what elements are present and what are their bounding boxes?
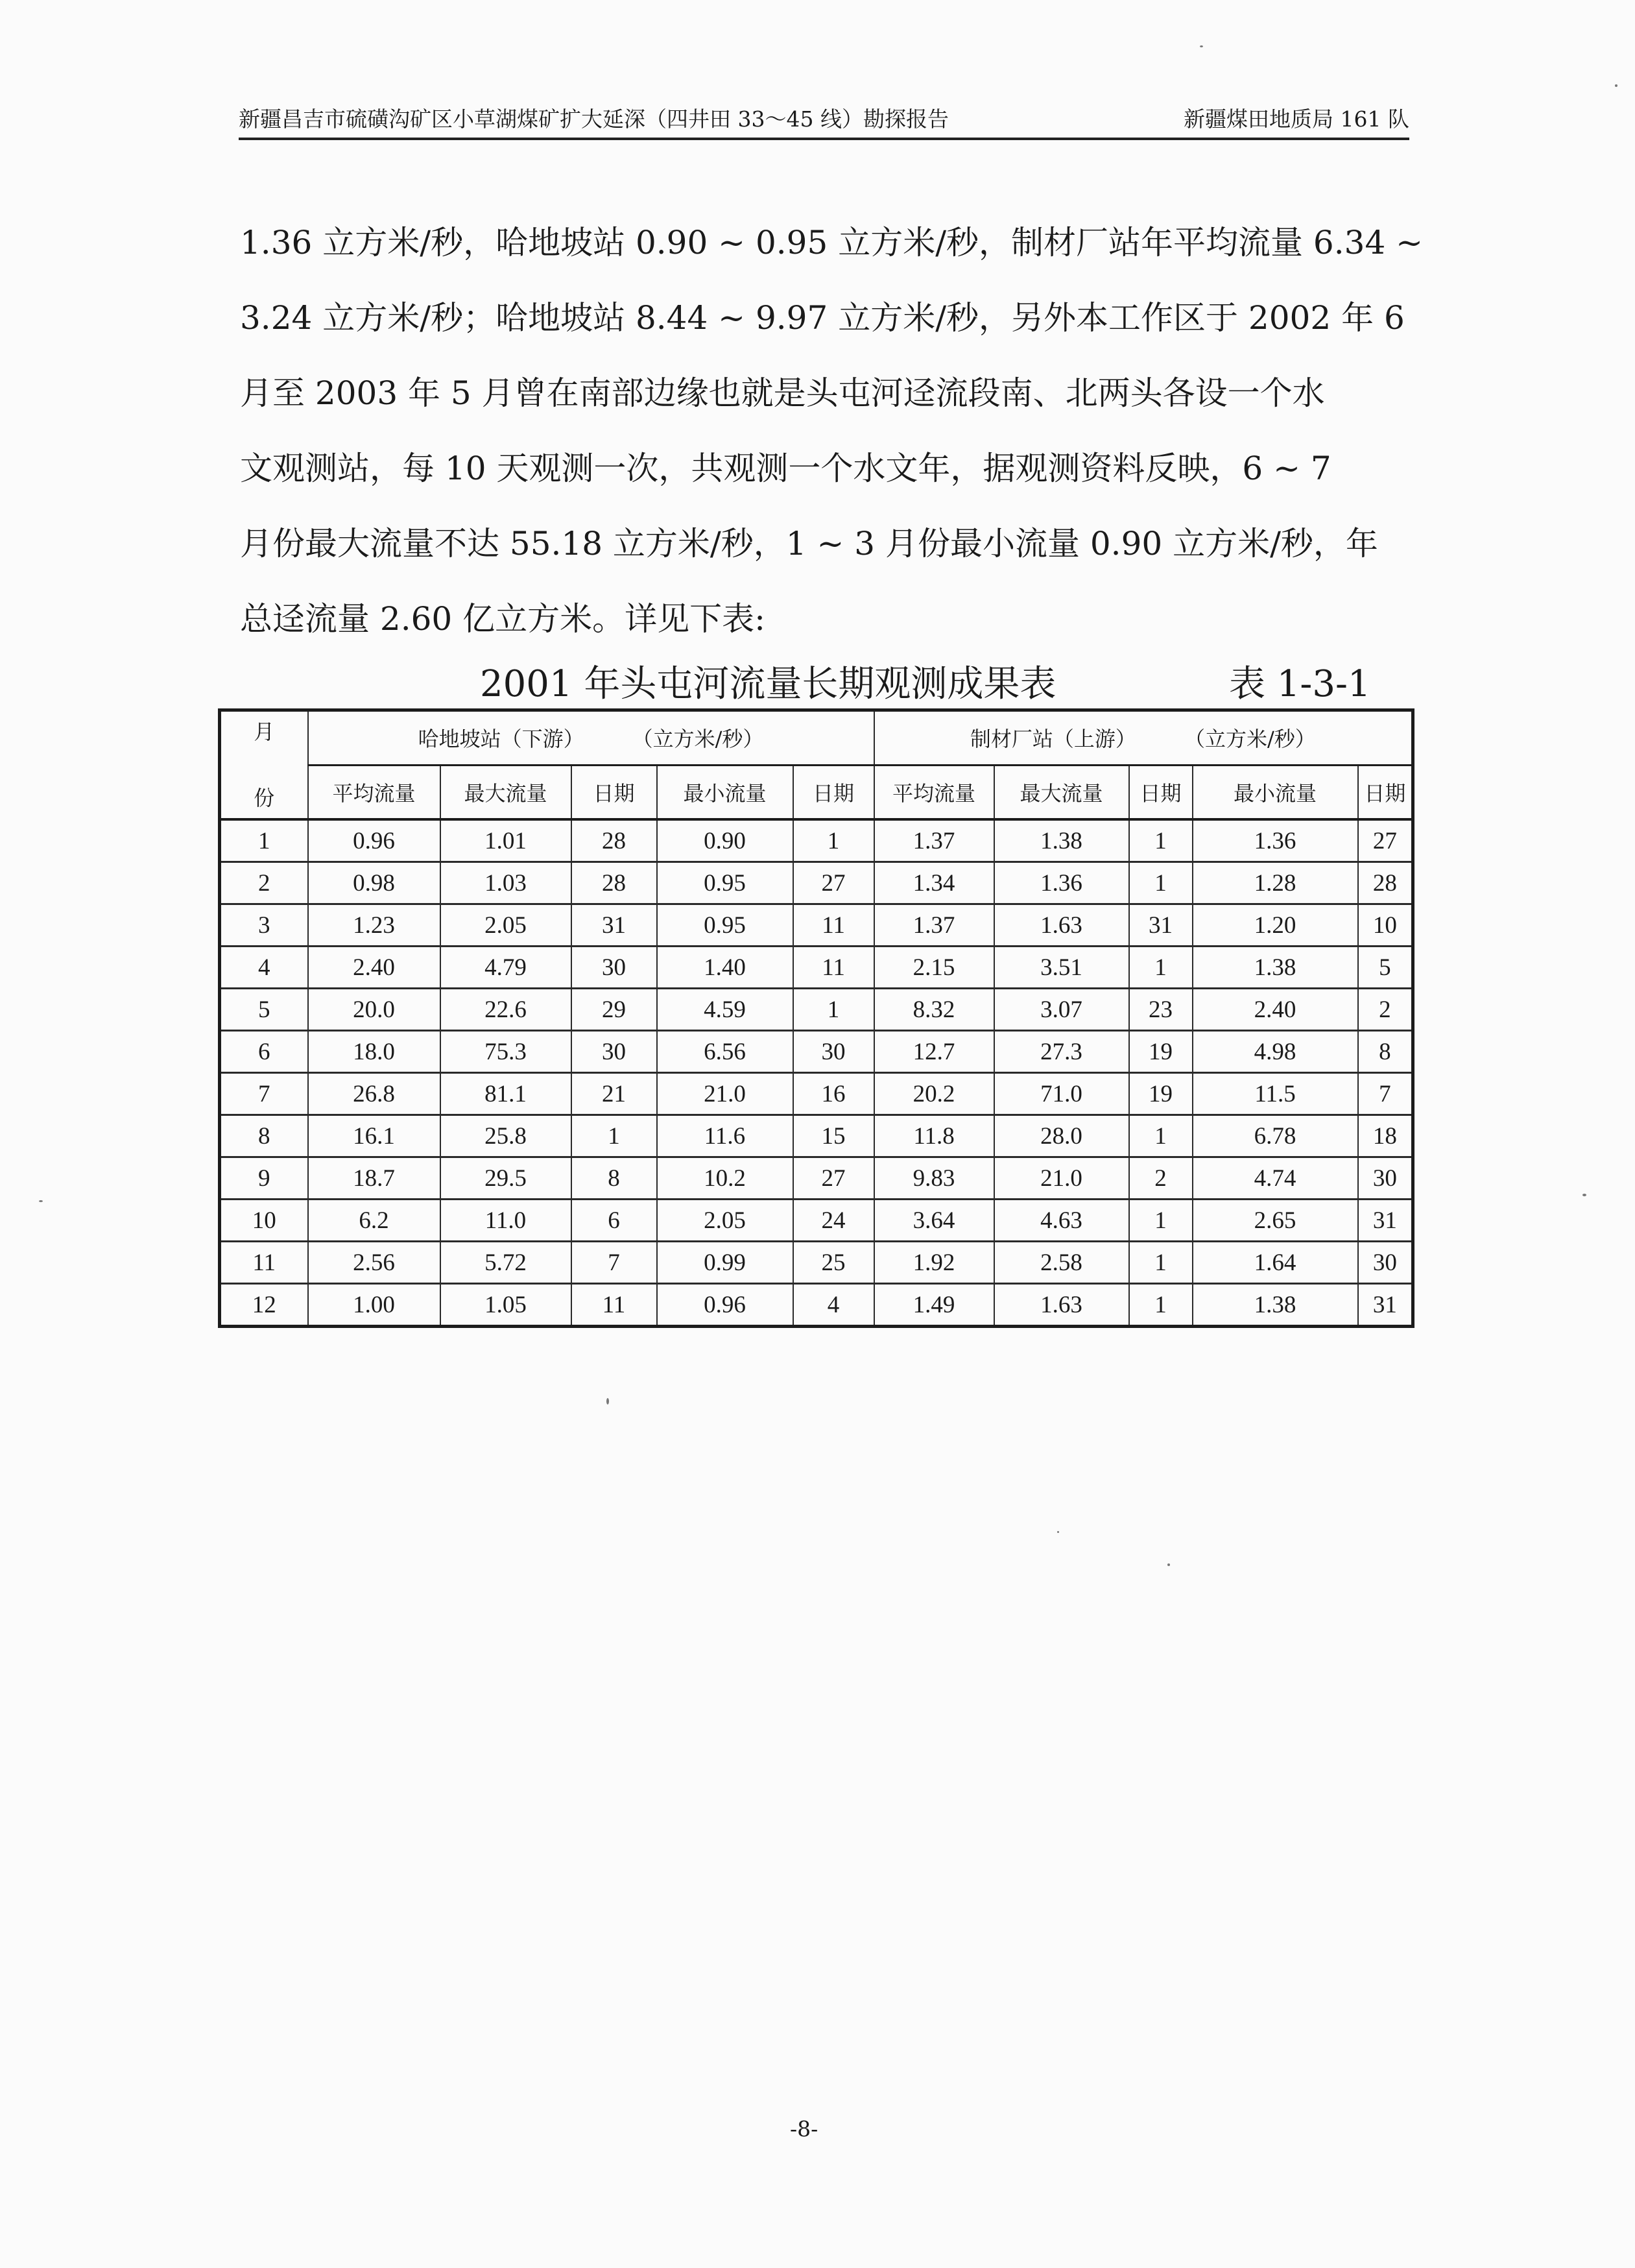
value-cell: 0.90: [657, 819, 793, 862]
col-header-avg-flow: 平均流量: [874, 765, 994, 819]
col-header-avg-flow: 平均流量: [308, 765, 440, 819]
value-cell: 1.63: [994, 904, 1129, 947]
value-cell: 1.00: [308, 1284, 440, 1327]
value-cell: 0.96: [308, 819, 440, 862]
value-cell: 6.2: [308, 1200, 440, 1242]
scan-speck: [39, 1200, 43, 1202]
scan-speck: [1200, 45, 1203, 47]
value-cell: 18: [1358, 1115, 1413, 1157]
value-cell: 30: [1358, 1242, 1413, 1284]
value-cell: 1.36: [994, 862, 1129, 904]
value-cell: 0.95: [657, 862, 793, 904]
value-cell: 0.95: [657, 904, 793, 947]
station-name: 制材厂站（上游）: [970, 727, 1136, 752]
month-cell: 1: [220, 819, 308, 862]
table-header-row-2: [220, 765, 1413, 819]
value-cell: 31: [1358, 1200, 1413, 1242]
station-header-zhicaichang: [874, 710, 1413, 766]
scan-speck: [1582, 1194, 1586, 1196]
value-cell: 6.78: [1193, 1115, 1358, 1157]
value-cell: 11.5: [1193, 1073, 1358, 1115]
value-cell: 30: [571, 1031, 657, 1073]
table-row: [220, 947, 1413, 989]
value-cell: 30: [571, 947, 657, 989]
value-cell: 1.36: [1193, 819, 1358, 862]
station-unit: （立方米/秒）: [642, 727, 764, 752]
value-cell: 26.8: [308, 1073, 440, 1115]
month-cell: 9: [220, 1157, 308, 1200]
value-cell: 1.38: [1193, 947, 1358, 989]
month-header-top: 月: [254, 719, 275, 744]
value-cell: 1: [1129, 947, 1193, 989]
value-cell: 19: [1129, 1073, 1193, 1115]
value-cell: 6: [571, 1200, 657, 1242]
scan-speck: [1057, 1531, 1059, 1533]
value-cell: 71.0: [994, 1073, 1129, 1115]
table-row: [220, 904, 1413, 947]
value-cell: 28: [571, 862, 657, 904]
value-cell: 1.01: [440, 819, 571, 862]
value-cell: 4.98: [1193, 1031, 1358, 1073]
value-cell: 11.6: [657, 1115, 793, 1157]
month-cell: 7: [220, 1073, 308, 1115]
value-cell: 3.51: [994, 947, 1129, 989]
month-cell: 5: [220, 989, 308, 1031]
month-cell: 2: [220, 862, 308, 904]
col-header-max-flow: 最大流量: [994, 765, 1129, 819]
scan-speck: [1167, 1563, 1170, 1566]
value-cell: 24: [793, 1200, 874, 1242]
station-name: 哈地坡站（下游）: [418, 727, 584, 752]
value-cell: 2.65: [1193, 1200, 1358, 1242]
value-cell: 1.23: [308, 904, 440, 947]
value-cell: 11.0: [440, 1200, 571, 1242]
table-row: [220, 1242, 1413, 1284]
station-unit: （立方米/秒）: [1194, 727, 1316, 752]
station-header-hadipo: [308, 710, 874, 766]
month-cell: 3: [220, 904, 308, 947]
flow-observation-table: [218, 708, 1414, 1328]
value-cell: 1: [793, 989, 874, 1031]
value-cell: 4.59: [657, 989, 793, 1031]
table-body: [220, 819, 1413, 1327]
month-cell: 12: [220, 1284, 308, 1327]
value-cell: 3.64: [874, 1200, 994, 1242]
table-header-row-1: [220, 710, 1413, 766]
value-cell: 21.0: [657, 1073, 793, 1115]
value-cell: 1.38: [1193, 1284, 1358, 1327]
value-cell: 16: [793, 1073, 874, 1115]
table-row: [220, 1031, 1413, 1073]
scan-speck: [1615, 84, 1617, 87]
value-cell: 1.38: [994, 819, 1129, 862]
value-cell: 30: [793, 1031, 874, 1073]
value-cell: 1: [1129, 1200, 1193, 1242]
value-cell: 23: [1129, 989, 1193, 1031]
value-cell: 18.7: [308, 1157, 440, 1200]
value-cell: 28.0: [994, 1115, 1129, 1157]
value-cell: 0.99: [657, 1242, 793, 1284]
value-cell: 2.40: [308, 947, 440, 989]
value-cell: 11: [571, 1284, 657, 1327]
running-header: [239, 97, 1409, 140]
value-cell: 21: [571, 1073, 657, 1115]
report-title-header: 新疆昌吉市硫磺沟矿区小草湖煤矿扩大延深（四井田 33～45 线）勘探报告: [239, 106, 949, 132]
value-cell: 11.8: [874, 1115, 994, 1157]
value-cell: 27: [793, 862, 874, 904]
value-cell: 1.34: [874, 862, 994, 904]
page-number: -8-: [790, 2116, 818, 2141]
value-cell: 31: [1358, 1284, 1413, 1327]
value-cell: 1.03: [440, 862, 571, 904]
value-cell: 21.0: [994, 1157, 1129, 1200]
value-cell: 1: [1129, 819, 1193, 862]
value-cell: 1.92: [874, 1242, 994, 1284]
month-cell: 10: [220, 1200, 308, 1242]
paragraph-line: 3.24 立方米/秒；哈地坡站 8.44 ~ 9.97 立方米/秒，另外本工作区于 2002 年 6: [240, 299, 1405, 337]
table-row: [220, 1115, 1413, 1157]
month-header-bottom: 份: [254, 786, 275, 810]
value-cell: 19: [1129, 1031, 1193, 1073]
value-cell: 2: [1129, 1157, 1193, 1200]
month-cell: 6: [220, 1031, 308, 1073]
value-cell: 1: [793, 819, 874, 862]
value-cell: 11: [793, 947, 874, 989]
table-row: [220, 1073, 1413, 1115]
value-cell: 1: [571, 1115, 657, 1157]
value-cell: 25: [793, 1242, 874, 1284]
col-header-min-flow: 最小流量: [1193, 765, 1358, 819]
value-cell: 1.63: [994, 1284, 1129, 1327]
value-cell: 2: [1358, 989, 1413, 1031]
value-cell: 1.37: [874, 819, 994, 862]
value-cell: 1: [1129, 1242, 1193, 1284]
value-cell: 2.56: [308, 1242, 440, 1284]
body-paragraph: [240, 205, 1424, 657]
table-row: [220, 1284, 1413, 1327]
value-cell: 2.15: [874, 947, 994, 989]
value-cell: 0.98: [308, 862, 440, 904]
value-cell: 29: [571, 989, 657, 1031]
col-header-date: 日期: [571, 765, 657, 819]
value-cell: 1: [1129, 862, 1193, 904]
table-row: [220, 862, 1413, 904]
value-cell: 31: [1129, 904, 1193, 947]
value-cell: 3.07: [994, 989, 1129, 1031]
value-cell: 27.3: [994, 1031, 1129, 1073]
value-cell: 1.49: [874, 1284, 994, 1327]
paragraph-line: 总迳流量 2.60 亿立方米。详见下表:: [240, 600, 765, 638]
value-cell: 11: [793, 904, 874, 947]
value-cell: 28: [1358, 862, 1413, 904]
table-number: 表 1-3-1: [1229, 663, 1371, 705]
col-header-date: 日期: [1129, 765, 1193, 819]
value-cell: 29.5: [440, 1157, 571, 1200]
paragraph-line: 月份最大流量不达 55.18 立方米/秒，1 ~ 3 月份最小流量 0.90 立方米/秒，年: [240, 525, 1378, 562]
month-cell: 4: [220, 947, 308, 989]
value-cell: 9.83: [874, 1157, 994, 1200]
value-cell: 15: [793, 1115, 874, 1157]
table-row: [220, 819, 1413, 862]
value-cell: 5.72: [440, 1242, 571, 1284]
value-cell: 20.0: [308, 989, 440, 1031]
scan-speck: [606, 1398, 609, 1405]
value-cell: 1: [1129, 1115, 1193, 1157]
value-cell: 2.40: [1193, 989, 1358, 1031]
value-cell: 8.32: [874, 989, 994, 1031]
value-cell: 0.96: [657, 1284, 793, 1327]
value-cell: 20.2: [874, 1073, 994, 1115]
value-cell: 4: [793, 1284, 874, 1327]
month-column-header: [220, 710, 308, 820]
value-cell: 1.40: [657, 947, 793, 989]
value-cell: 4.74: [1193, 1157, 1358, 1200]
value-cell: 4.79: [440, 947, 571, 989]
value-cell: 8: [1358, 1031, 1413, 1073]
col-header-max-flow: 最大流量: [440, 765, 571, 819]
value-cell: 25.8: [440, 1115, 571, 1157]
value-cell: 16.1: [308, 1115, 440, 1157]
value-cell: 75.3: [440, 1031, 571, 1073]
table-title: 2001 年头屯河流量长期观测成果表: [480, 663, 1056, 705]
value-cell: 30: [1358, 1157, 1413, 1200]
value-cell: 81.1: [440, 1073, 571, 1115]
value-cell: 18.0: [308, 1031, 440, 1073]
value-cell: 1.28: [1193, 862, 1358, 904]
value-cell: 27: [793, 1157, 874, 1200]
value-cell: 1.64: [1193, 1242, 1358, 1284]
value-cell: 28: [571, 819, 657, 862]
col-header-date: 日期: [1358, 765, 1413, 819]
value-cell: 22.6: [440, 989, 571, 1031]
value-cell: 7: [571, 1242, 657, 1284]
value-cell: 8: [571, 1157, 657, 1200]
col-header-min-flow: 最小流量: [657, 765, 793, 819]
value-cell: 10.2: [657, 1157, 793, 1200]
value-cell: 27: [1358, 819, 1413, 862]
value-cell: 2.05: [440, 904, 571, 947]
month-cell: 8: [220, 1115, 308, 1157]
value-cell: 2.05: [657, 1200, 793, 1242]
table-row: [220, 989, 1413, 1031]
organization-header: 新疆煤田地质局 161 队: [1184, 106, 1409, 132]
value-cell: 31: [571, 904, 657, 947]
value-cell: 1.37: [874, 904, 994, 947]
value-cell: 2.58: [994, 1242, 1129, 1284]
value-cell: 6.56: [657, 1031, 793, 1073]
value-cell: 1.05: [440, 1284, 571, 1327]
value-cell: 1: [1129, 1284, 1193, 1327]
value-cell: 1.20: [1193, 904, 1358, 947]
value-cell: 7: [1358, 1073, 1413, 1115]
value-cell: 12.7: [874, 1031, 994, 1073]
table-row: [220, 1200, 1413, 1242]
value-cell: 10: [1358, 904, 1413, 947]
col-header-date: 日期: [793, 765, 874, 819]
paragraph-line: 1.36 立方米/秒，哈地坡站 0.90 ~ 0.95 立方米/秒，制材厂站年平均流量 6.34 ~: [240, 224, 1424, 261]
month-cell: 11: [220, 1242, 308, 1284]
table-row: [220, 1157, 1413, 1200]
value-cell: 4.63: [994, 1200, 1129, 1242]
paragraph-line: 月至 2003 年 5 月曾在南部边缘也就是头屯河迳流段南、北两头各设一个水: [240, 374, 1325, 412]
paragraph-line: 文观测站，每 10 天观测一次，共观测一个水文年，据观测资料反映，6 ~ 7: [240, 450, 1331, 487]
value-cell: 5: [1358, 947, 1413, 989]
